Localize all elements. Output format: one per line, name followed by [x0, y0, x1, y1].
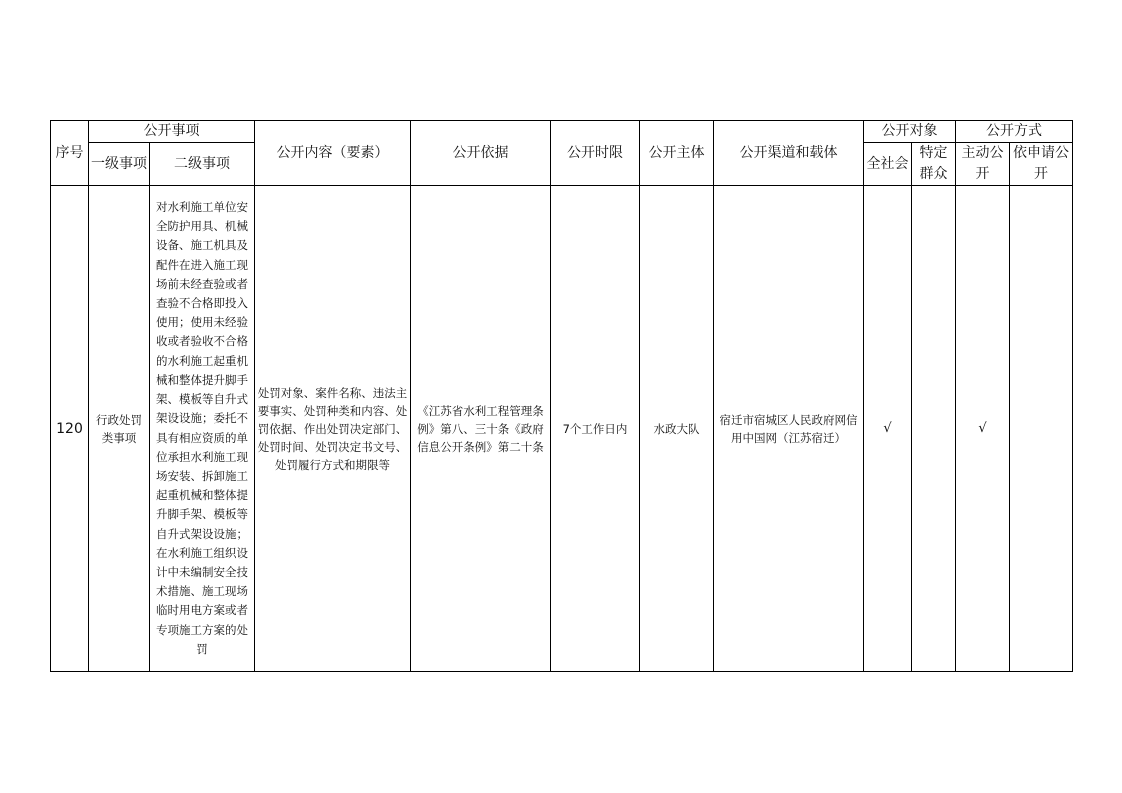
row-method-active: √: [956, 186, 1010, 672]
header-seq: 序号: [51, 121, 89, 186]
header-method: 公开方式: [956, 121, 1073, 143]
header-time-limit: 公开时限: [551, 121, 640, 186]
header-method-apply: 依申请公开: [1010, 143, 1073, 186]
header-target: 公开对象: [864, 121, 956, 143]
row-time-limit: 7个工作日内: [551, 186, 640, 672]
row-channel: 宿迁市宿城区人民政府网信用中国网（江苏宿迁）: [714, 186, 864, 672]
header-channel: 公开渠道和载体: [714, 121, 864, 186]
header-basis: 公开依据: [411, 121, 551, 186]
header-content: 公开内容（要素）: [255, 121, 411, 186]
table-row: [51, 186, 1073, 672]
row-content: 处罚对象、案件名称、违法主要事实、处罚种类和内容、处罚依据、作出处罚决定部门、处罚时间、处罚决定书文号、处罚履行方式和期限等: [255, 186, 411, 672]
row-target-specific: [912, 186, 956, 672]
row-subject: 水政大队: [640, 186, 714, 672]
row-level2: [150, 186, 255, 672]
row-level1: 行政处罚类事项: [89, 186, 150, 672]
header-method-active: 主动公开: [956, 143, 1010, 186]
header-subject: 公开主体: [640, 121, 714, 186]
row-seq: 120: [51, 186, 89, 672]
header-target-specific: 特定群众: [912, 143, 956, 186]
header-level2: 二级事项: [150, 143, 255, 186]
header-public-item: 公开事项: [89, 121, 255, 143]
disclosure-table: [50, 120, 1073, 672]
row-method-apply: [1010, 186, 1073, 672]
header-row-1: [51, 121, 1073, 143]
row-basis: 《江苏省水利工程管理条例》第八、三十条《政府信息公开条例》第二十条: [411, 186, 551, 672]
row-target-all: √: [864, 186, 912, 672]
header-target-all: 全社会: [864, 143, 912, 186]
header-level1: 一级事项: [89, 143, 150, 186]
row-level2-text: 对水利施工单位安全防护用具、机械设备、施工机具及配件在进入施工现场前未经查验或者查验不合格即投入使用；使用未经验收或者验收不合格的水利施工起重机械和整体提升脚手架、模板等自升式架设设施；委托不具有相应资质的单位承担水利施工现场安装、拆卸施工起重机械和整体提升脚手架、模板等自升式架设设施；在水利施工组织设计中未编制安全技术措施、施工现场临时用电方案或者专项施工方案的处罚: [156, 200, 248, 656]
